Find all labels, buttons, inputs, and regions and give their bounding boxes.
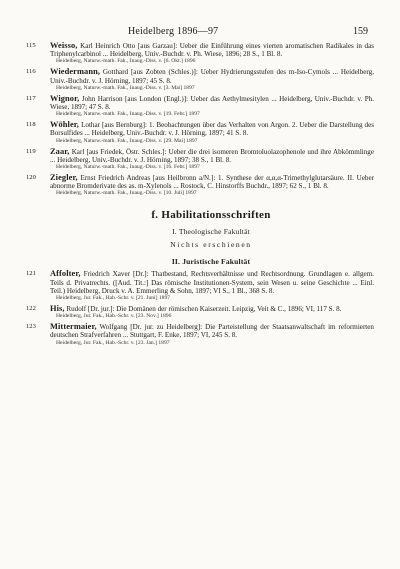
bibliography-entry bbox=[18, 42, 374, 65]
entry-note: Heidelberg, Naturw.-math. Fak., Inaug.-Diss. v. [3. Mai] 1897 bbox=[56, 84, 195, 91]
entry-number: 117 bbox=[26, 94, 36, 102]
entry-author: Affolter, bbox=[50, 269, 81, 279]
bibliography-entry bbox=[18, 121, 374, 144]
entry-text: John Harrison [aus London (Engl.)]: Ueber das Aethylmesitylen ... Heidelberg, Univ.-Buchdr. v. Ph. Wiese, 1897; 47 S. 8. bbox=[50, 94, 374, 112]
entry-note: Heidelberg, Jur. Fak., Hab.-Schr. v. [23. Jan.] 1897 bbox=[56, 339, 170, 346]
entries-bottom bbox=[18, 270, 374, 346]
entry-number: 115 bbox=[26, 42, 36, 49]
entry-text: Friedrich Xaver [Dr.]: Thatbestand, Rechtsverhältnisse und Rechtsordnung. Grundlagen e. allgem. Teils d. Privatrechts. ([Aud. Tit.:] Das römische Institutionen-System, sein Wesen u. seine Geschichte ... Einl. Teil.) Heidelberg, Druck v. A. Emmerling & Sohn, 1897; VI S., 1 Bl., 368 S. 8. bbox=[50, 270, 374, 295]
entry-author: Wiedermann, bbox=[50, 67, 101, 77]
entry-author: Wöhler, bbox=[50, 120, 80, 130]
entry-text: Karl Heinrich Otto [aus Garzau]: Ueber die Einführung eines vierten aromatischen Radikales in das Triphenylcarbinol ... Heidelberg, Univ.-Buchdr. v. Ph. Wiese, 1896; 28 S., 1 Bl. 8. bbox=[50, 42, 374, 59]
section-title: f. Habilitationsschriften bbox=[151, 209, 271, 222]
subsection-theology: I. Theologische Fakultät bbox=[172, 227, 250, 237]
entries-top bbox=[18, 42, 374, 197]
entry-author: Wignor, bbox=[50, 93, 80, 103]
entry-note: Heidelberg, Jur. Fak., Hab.-Schr. v. [21. Juni] 1897 bbox=[56, 295, 171, 302]
entry-number: 119 bbox=[26, 147, 36, 155]
running-head-title: Heidelberg 1896—97 bbox=[128, 26, 219, 37]
entry-number: 116 bbox=[26, 68, 36, 76]
bibliography-entry bbox=[18, 68, 374, 91]
entry-text: Rudolf [Dr. jur.]: Die Domänen der römischen Kaiserzeit. Leipzig, Veit & C., 1896; VI, 117 S. 8. bbox=[66, 305, 342, 314]
nothing-published-note: Nichts erschienen bbox=[170, 240, 252, 250]
entry-author: Mittermaier, bbox=[50, 322, 97, 332]
entry-text: Ernst Friedrich Andreas [aus Heilbronn a/N.]: 1. Synthese der α,α,α-Trimethylglutarsäure. II. Ueber abnorme Bromderivate des as. m-Xylenols ... Rostock, C. Hinstorffs Buchdr., 1897; 62 S., 1 Bl. 8. bbox=[50, 174, 374, 191]
entry-author: Weisso, bbox=[50, 41, 78, 50]
subsection-law: II. Juristische Fakultät bbox=[171, 257, 251, 267]
bibliography-entry bbox=[18, 305, 374, 320]
entry-number: 123 bbox=[26, 323, 36, 331]
entry-note: Heidelberg, Naturw.-math. Fak., Inaug.-Diss. v. [10. Juli] 1897 bbox=[56, 190, 197, 197]
entry-note: Heidelberg, Naturw.-math. Fak., Inaug.-Diss. v. [6. Okt.] 1896 bbox=[56, 58, 196, 65]
entry-text: Lothar [aus Bernburg]: 1. Beobachtungen über das Verhalten von Argon. 2. Ueber die Darstellung des Borsulfides ... Heidelberg, Univ.-Buchdr. v. J. Hörning, 1897; 41 S. 8. bbox=[50, 121, 374, 138]
bibliography-entry bbox=[18, 323, 374, 346]
page-number: 159 bbox=[353, 26, 368, 37]
entry-note: Heidelberg, Jur. Fak., Hab.-Schr. v. [23. Nov.] 1896 bbox=[56, 313, 172, 320]
bibliography-entry bbox=[18, 270, 374, 302]
bibliography-entry bbox=[18, 174, 374, 197]
entry-author: Ziegler, bbox=[50, 173, 78, 183]
entry-number: 121 bbox=[26, 270, 36, 278]
bibliography-entry bbox=[18, 95, 374, 118]
entry-text: Wolfgang [Dr. jur. zu Heidelberg]: Die Parteistellung der Staatsanwaltschaft im reformierten deutschen Strafverfahren ... Stuttgart, F. Enke, 1897; VI, 245 S. 8. bbox=[50, 323, 374, 340]
entry-text: Gotthard [aus Zobten (Schles.)]: Ueber Hydrierungsstufen des m-Iso-Cymols ... Heidelberg, Univ.-Buchdr. v. J. Hörning, 1897; 45 S. 8. bbox=[50, 68, 374, 85]
entry-number: 120 bbox=[26, 174, 36, 182]
entry-text: Karl [aus Friedek, Östr. Schles.]: Ueber die drei isomeren Bromtoluolazophenole und ihre Abkömmlinge ... Heidelberg, Univ.-Buchdr. v. J. Hörning, 1897; 38 S., 1 Bl. 8. bbox=[50, 147, 375, 164]
running-head bbox=[18, 26, 374, 42]
entry-number: 118 bbox=[26, 121, 36, 129]
entry-note: Heidelberg, Naturw.-math. Fak., Inaug.-Diss. v. [19. Febr.] 1897 bbox=[56, 111, 200, 118]
entry-note: Heidelberg, Naturw.-math. Fak., Inaug.-Diss. v. [29. Mai] 1897 bbox=[56, 137, 198, 144]
entry-number: 122 bbox=[26, 305, 36, 313]
bibliography-entry bbox=[18, 148, 374, 171]
entry-note: Heidelberg, Naturw.-math. Fak., Inaug.-Diss. v. [16. Febr.] 1897 bbox=[56, 164, 200, 171]
entry-author: Zaar, bbox=[50, 146, 70, 156]
entry-author: His, bbox=[50, 304, 65, 314]
